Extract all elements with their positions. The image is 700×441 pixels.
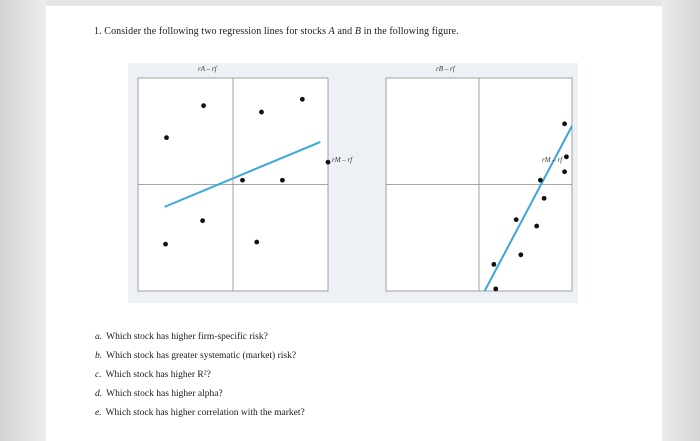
sub-question-list [95,328,305,423]
right-y-axis-label: rB – rf [436,65,455,73]
regression-figure-svg [128,63,578,303]
question-text-start: 1. Consider the following two regression lines for stocks [94,26,329,37]
left-data-point-10 [254,240,259,245]
sub-question-d: d. Which stock has higher alpha? [95,389,223,399]
right-data-point-7 [534,224,539,229]
question-text-end: in the following figure. [361,26,459,37]
right-data-point-8 [518,252,523,257]
right-data-point-2 [564,154,569,159]
right-data-point-3 [562,169,567,174]
left-data-point-2 [201,103,206,108]
left-x-axis-label: rM – rf [332,156,353,164]
left-data-point-4 [300,97,305,102]
sub-question-a: a. Which stock has higher firm-specific risk? [95,332,268,342]
right-data-point-6 [514,217,519,222]
right-data-point-9 [491,262,496,267]
left-data-point-3 [259,110,264,115]
stock-a-label: A [328,26,335,37]
left-data-point-9 [163,242,168,247]
page-frame-right [662,0,700,441]
right-data-point-10 [493,286,498,291]
right-data-point-5 [542,196,547,201]
question-heading [94,26,459,37]
left-data-point-7 [326,160,331,165]
question-text-mid: and [334,26,355,37]
right-data-point-4 [538,178,543,183]
left-data-point-5 [240,178,245,183]
left-data-point-1 [164,135,169,140]
regression-figure [128,63,578,303]
right-x-axis-label: rM – rf [542,156,563,164]
sub-question-c: c. Which stock has higher R²? [95,370,211,380]
sub-question-e: e. Which stock has higher correlation with the market? [95,408,305,418]
right-data-point-1 [562,121,567,126]
sub-question-b: b. Which stock has greater systematic (market) risk? [95,351,297,361]
left-data-point-6 [280,178,285,183]
page-frame-left [0,0,46,441]
left-y-axis-label: rA – rf [198,65,217,73]
stock-b-label: B [354,26,362,37]
left-data-point-8 [200,218,205,223]
